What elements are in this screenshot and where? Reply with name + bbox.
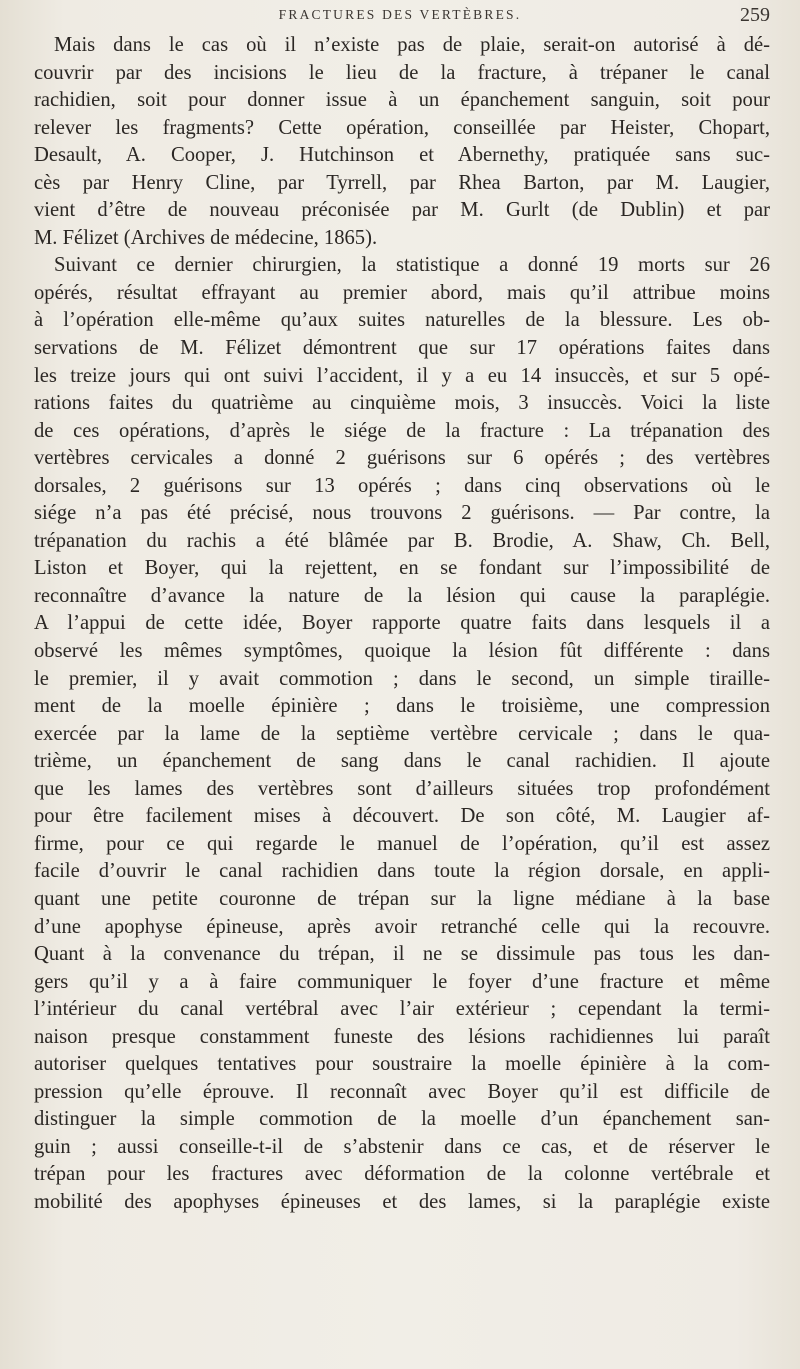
text-line: que les lames des vertèbres sont d’ailleurs situées trop profondément [34, 777, 770, 800]
text-line: Suivant ce dernier chirurgien, la statistique a donné 19 morts sur 26 [54, 254, 770, 277]
text-line: M. Félizet (Archives de médecine, 1865). [34, 226, 378, 249]
text-line: facile d’ouvrir le canal rachidien dans toute la région dorsale, en appli- [34, 860, 770, 883]
text-line: pour être facilement mises à découvert. De son côté, M. Laugier af- [34, 805, 770, 828]
text-line: trième, un épanchement de sang dans le canal rachidien. Il ajoute [34, 750, 770, 773]
text-line: naison presque constamment funeste des lésions rachidiennes lui paraît [34, 1025, 770, 1048]
text-line: reconnaître d’avance la nature de la lésion qui cause la paraplégie. [34, 584, 770, 607]
running-title: FRACTURES DES VERTÈBRES. [278, 7, 522, 22]
text-line: couvrir par des incisions le lieu de la fracture, à trépaner le canal [34, 61, 770, 84]
text-line: trépanation du rachis a été blâmée par B. Brodie, A. Shaw, Ch. Bell, [34, 529, 770, 552]
text-line: Desault, A. Cooper, J. Hutchinson et Abernethy, pratiquée sans suc- [34, 144, 770, 167]
text-line: quant une petite couronne de trépan sur la ligne médiane à la base [34, 887, 770, 910]
text-line: mobilité des apophyses épineuses et des lames, si la paraplégie existe [34, 1190, 770, 1213]
text-line: A l’appui de cette idée, Boyer rapporte quatre faits dans lesquels il a [34, 612, 770, 635]
text-line: autoriser quelques tentatives pour soustraire la moelle épinière à la com- [34, 1053, 770, 1076]
text-line: observé les mêmes symptômes, quoique la lésion fût différente : dans [34, 640, 770, 663]
page-number: 259 [740, 4, 770, 26]
text-line: Quant à la convenance du trépan, il ne se dissimule pas tous les dan- [34, 943, 770, 966]
text-line: le premier, il y avait commotion ; dans le second, un simple tiraille- [34, 667, 770, 690]
text-line: servations de M. Félizet démontrent que sur 17 opérations faites dans [34, 337, 770, 360]
text-line: Liston et Boyer, qui la rejettent, en se fondant sur l’impossibilité de [34, 557, 770, 580]
text-line: cès par Henry Cline, par Tyrrell, par Rhea Barton, par M. Laugier, [34, 171, 770, 194]
text-line: vient d’être de nouveau préconisée par M. Gurlt (de Dublin) et par [34, 199, 770, 222]
text-line: opérés, résultat effrayant au premier abord, mais qu’il attribue moins [34, 281, 770, 304]
text-line: de ces opérations, d’après le siége de la fracture : La trépanation des [34, 419, 770, 442]
text-line: à l’opération elle-même qu’aux suites naturelles de la blessure. Les ob- [34, 309, 770, 332]
text-line: relever les fragments? Cette opération, conseillée par Heister, Chopart, [34, 116, 770, 139]
text-line: pression qu’elle éprouve. Il reconnaît avec Boyer qu’il est difficile de [34, 1080, 770, 1103]
text-line: vertèbres cervicales a donné 2 guérisons sur 6 opérés ; des vertèbres [34, 447, 770, 470]
text-line: les treize jours qui ont suivi l’accident, il y a eu 14 insuccès, et sur 5 opé- [34, 364, 770, 387]
text-line: exercée par la lame de la septième vertèbre cervicale ; dans le qua- [34, 722, 770, 745]
body-text [34, 32, 770, 1217]
page-header [0, 4, 800, 30]
text-line: trépan pour les fractures avec déformation de la colonne vertébrale et [34, 1163, 770, 1186]
text-line: rachidien, soit pour donner issue à un épanchement sanguin, soit pour [34, 89, 770, 112]
text-line: dorsales, 2 guérisons sur 13 opérés ; dans cinq observations où le [34, 474, 770, 497]
text-line: rations faites du quatrième au cinquième mois, 3 insuccès. Voici la liste [34, 392, 770, 415]
text-line: l’intérieur du canal vertébral avec l’air extérieur ; cependant la termi- [34, 998, 770, 1021]
text-line: distinguer la simple commotion de la moelle d’un épanchement san- [34, 1108, 770, 1131]
text-line: gers qu’il y a à faire communiquer le foyer d’une fracture et même [34, 970, 770, 993]
text-line: Mais dans le cas où il n’existe pas de plaie, serait-on autorisé à dé- [54, 34, 770, 56]
text-line: siége n’a pas été précisé, nous trouvons 2 guérisons. — Par contre, la [34, 502, 770, 525]
text-line: guin ; aussi conseille-t-il de s’abstenir dans ce cas, et de réserver le [34, 1135, 770, 1158]
text-line: firme, pour ce qui regarde le manuel de l’opération, qu’il est assez [34, 832, 770, 855]
text-line: d’une apophyse épineuse, après avoir retranché celle qui la recouvre. [34, 915, 770, 938]
text-line: ment de la moelle épinière ; dans le troisième, une compression [34, 695, 770, 718]
